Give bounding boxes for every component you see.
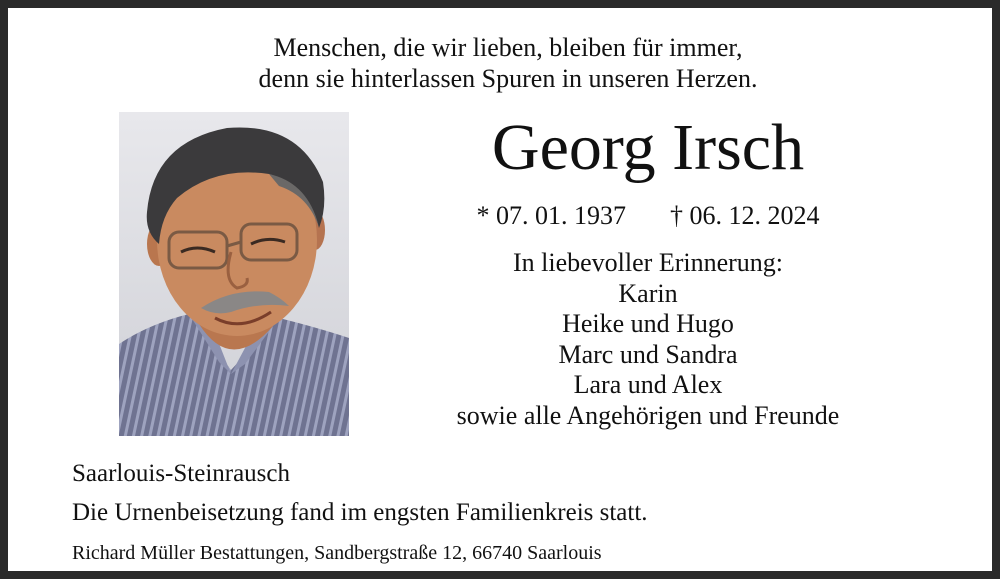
mourners-block [400,248,896,431]
mourner-name: Lara und Alex [573,370,723,399]
death-date: † 06. 12. 2024 [670,201,820,230]
motto-line-1: Menschen, die wir lieben, bleiben für immer, [273,33,743,62]
burial-notice: Die Urnenbeisetzung fand im engsten Familienkreis statt. [72,499,648,526]
mourner-name: Marc und Sandra [558,339,738,369]
mourner-name: sowie alle Angehörigen und Freunde [456,400,840,430]
motto-quote [16,32,1000,94]
portrait-photo [119,112,349,436]
mourners-intro: In liebevoller Erinnerung: [512,248,784,277]
place-of-residence: Saarlouis-Steinrausch [72,460,291,487]
motto-line-2: denn sie hinterlassen Spuren in unseren Herzen. [258,64,758,93]
mourner-name: Karin [618,278,678,308]
deceased-name: Georg Irsch [491,111,805,184]
mourner-name: Heike und Hugo [562,309,734,338]
undertaker-info: Richard Müller Bestattungen, Sandbergstraße 12, 66740 Saarlouis [72,542,602,564]
life-dates [400,200,896,232]
birth-date: * 07. 01. 1937 [476,201,626,230]
